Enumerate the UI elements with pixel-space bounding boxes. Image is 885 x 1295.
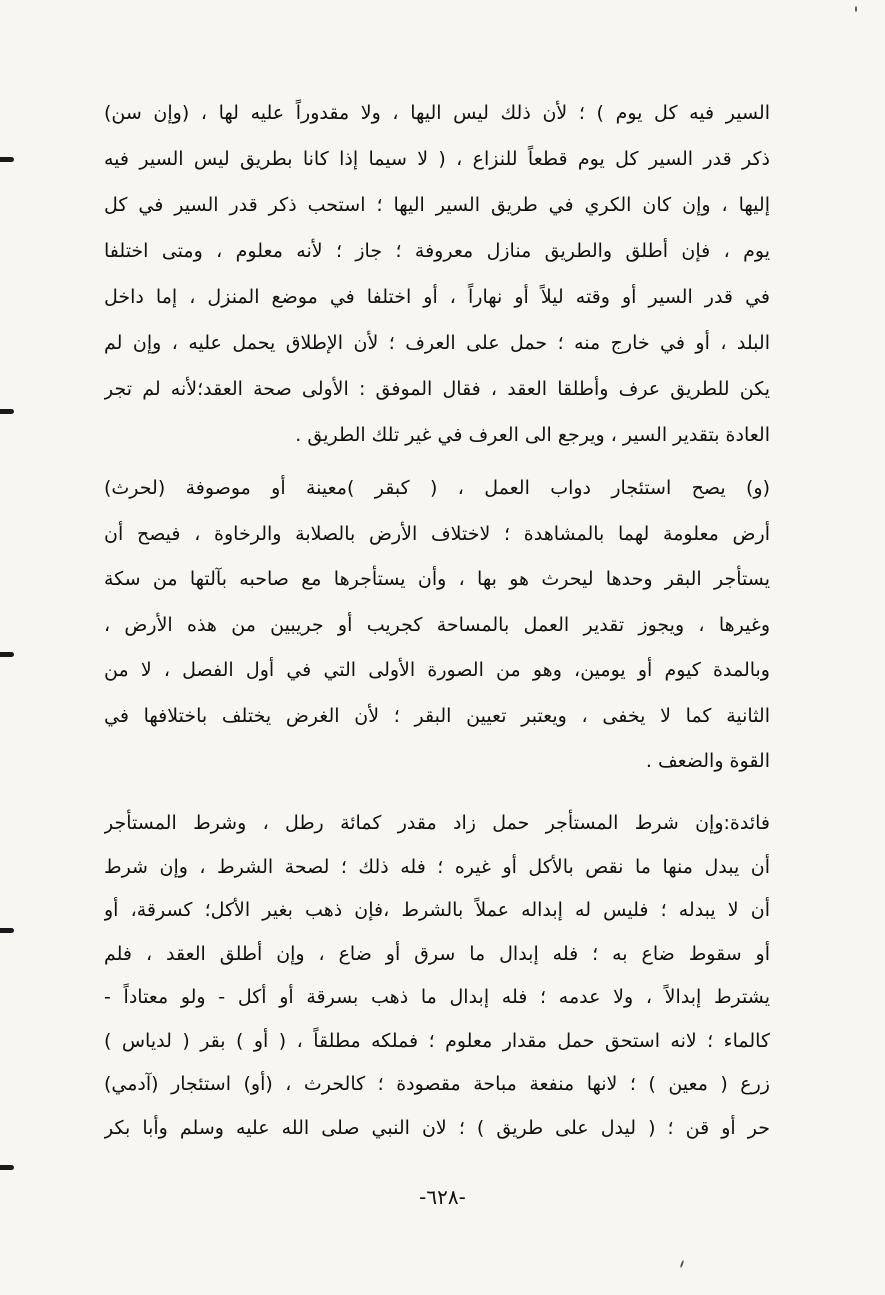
text-line: يوم ، فإن أطلق والطريق منازل معروفة ؛ جاز ؛ لأنه معلوم ، ومتى اختلفا	[104, 240, 770, 262]
binding-mark	[0, 409, 14, 414]
binding-mark	[0, 652, 14, 657]
paragraph-1	[104, 90, 770, 458]
text-line: أرض معلومة لهما بالمشاهدة ؛ لاختلاف الأرض بالصلابة والرخاوة ، فيصح أن	[104, 522, 770, 545]
paragraph-3	[104, 802, 770, 1150]
page-number: -٦٢٨-	[419, 1185, 466, 1209]
text-line: البلد ، أو في خارج منه ؛ حمل على العرف ؛ لأن الإطلاق يحمل عليه ، وإن لم	[104, 332, 770, 354]
text-line: ذكر قدر السير كل يوم قطعاً للنزاع ، ( لا سيما إذا كانا بطريق ليس السير فيه	[104, 148, 770, 170]
text-line: الثانية كما لا يخفى ، ويعتبر تعيين البقر ؛ لأن الغرض يختلف باختلافها في	[104, 704, 770, 727]
text-line: يكن للطريق عرف وأطلقا العقد ، فقال الموفق : الأولى صحة العقد؛لأنه لم تجر	[104, 378, 770, 400]
text-line: يشترط إبدالاً ، ولا عدمه ؛ فله إبدال ما ذهب بسرقة أو أكل - ولو معتاداً -	[104, 986, 770, 1008]
paragraph-2	[104, 466, 770, 785]
text-line: (و) يصح استئجار دواب العمل ، ( كبقر )معينة أو موصوفة (لحرث)	[104, 477, 770, 499]
text-line: حر أو قن ؛ ( ليدل على طريق ) ؛ لان النبي صلى الله عليه وسلم وأبا بكر	[104, 1116, 770, 1139]
text-line: أن لا يبدله ؛ فليس له إبداله عملاً بالشرط ،فإن ذهب بغير الأكل؛ كسرقة، أو	[104, 899, 770, 921]
text-line: زرع ( معين ) ؛ لانها منفعة مباحة مقصودة ؛ كالحرث ، (أو) استئجار (آدمي)	[104, 1073, 770, 1095]
text-line: في قدر السير أو وقته ليلاً أو نهاراً ، أو اختلفا في موضع المنزل ، إما داخل	[104, 286, 770, 308]
text-line: أو سقوط ضاع به ؛ فله إبدال ما سرق أو ضاع ، وإن أطلق العقد ، فلم	[104, 942, 770, 965]
text-line: القوة والضعف .	[645, 750, 770, 772]
text-line: أن يبدل منها ما نقص بالأكل أو غيره ؛ فله ذلك ؛ لصحة الشرط ، وإن شرط	[104, 855, 770, 878]
text-line: فائدة:وإن شرط المستأجر حمل زاد مقدر كمائة رطل ، وشرط المستأجر	[104, 812, 770, 834]
text-line: السير فيه كل يوم ) ؛ لأن ذلك ليس اليها ، ولا مقدوراً عليه لها ، (وإن سن)	[104, 102, 770, 124]
binding-mark	[0, 928, 14, 933]
scan-speck	[680, 1260, 685, 1268]
text-line: يستأجر البقر وحدها ليحرث هو بها ، وأن يستأجرها مع صاحبه بآلتها من سكة	[104, 568, 770, 590]
binding-mark	[0, 157, 14, 162]
scan-speck	[855, 6, 857, 12]
text-line: وبالمدة كيوم أو يومين، وهو من الصورة الأولى التي في أول الفصل ، لا من	[104, 659, 770, 681]
binding-mark	[0, 1165, 14, 1170]
text-line: إليها ، وإن كان الكري في طريق السير اليها ؛ استحب ذكر قدر السير في كل	[104, 194, 770, 216]
text-line: كالماء ؛ لانه استحق حمل مقدار معلوم ؛ فملكه مطلقاً ، ( أو ) بقر ( لدياس )	[104, 1029, 770, 1052]
text-line: العادة بتقدير السير ، ويرجع الى العرف في غير تلك الطريق .	[295, 424, 770, 446]
text-line: وغيرها ، ويجوز تقدير العمل بالمساحة كجريب أو جريبين من هذه الأرض ،	[104, 613, 770, 636]
